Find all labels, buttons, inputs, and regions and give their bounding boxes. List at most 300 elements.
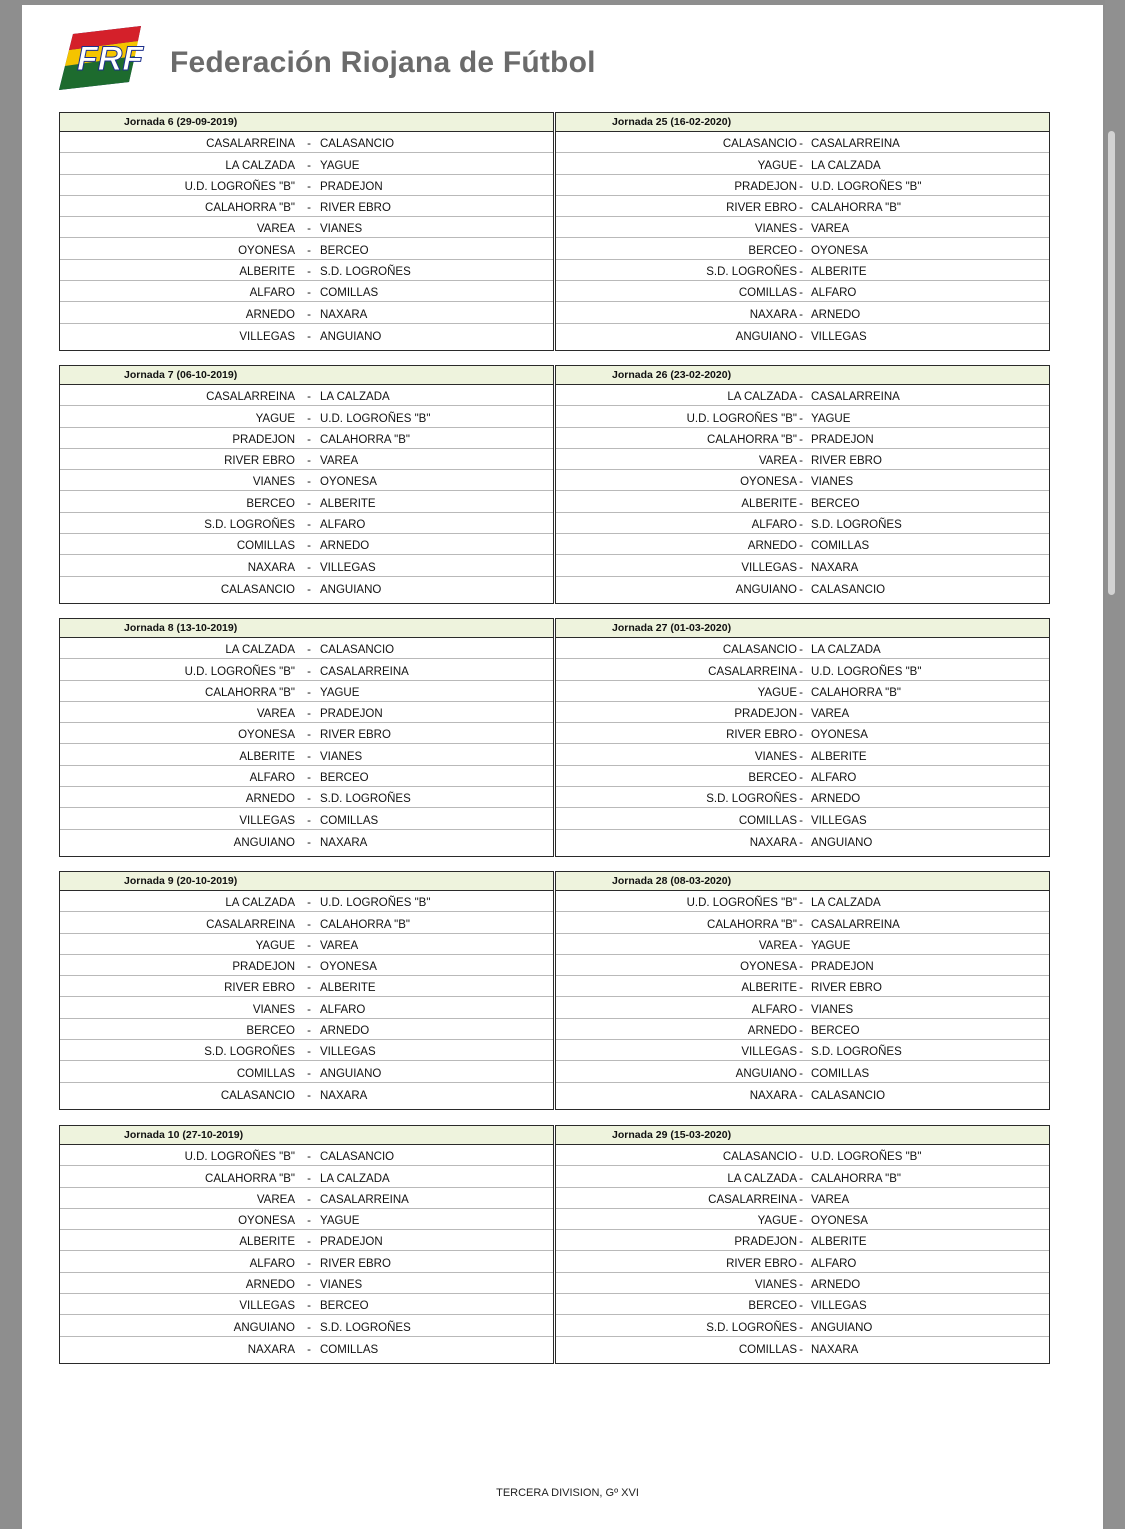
home-team: VAREA bbox=[758, 455, 797, 468]
match-separator: - bbox=[307, 223, 311, 236]
match-row bbox=[60, 302, 553, 323]
home-team: VILLEGAS bbox=[741, 561, 797, 574]
match-row bbox=[556, 555, 1049, 576]
home-team: CALAHORRA "B" bbox=[205, 202, 295, 215]
match-row bbox=[60, 428, 553, 449]
match-row bbox=[60, 702, 553, 723]
match-row bbox=[556, 281, 1049, 302]
away-team: VIANES bbox=[811, 476, 854, 489]
match-separator: - bbox=[307, 308, 311, 321]
away-team: VAREA bbox=[811, 1193, 850, 1206]
match-row bbox=[60, 324, 553, 345]
away-team: OYONESA bbox=[811, 729, 868, 742]
home-team: ARNEDO bbox=[747, 1025, 797, 1038]
home-team: S.D. LOGROÑES bbox=[204, 519, 295, 532]
match-separator: - bbox=[307, 939, 311, 952]
away-team: LA CALZADA bbox=[320, 1172, 390, 1185]
match-separator: - bbox=[799, 793, 803, 806]
match-row bbox=[60, 513, 553, 534]
home-team: S.D. LOGROÑES bbox=[706, 266, 797, 279]
match-separator: - bbox=[307, 793, 311, 806]
home-team: VAREA bbox=[256, 1193, 295, 1206]
home-team: OYONESA bbox=[238, 244, 295, 257]
match-separator: - bbox=[307, 497, 311, 510]
match-separator: - bbox=[799, 750, 803, 763]
match-separator: - bbox=[307, 540, 311, 553]
match-separator: - bbox=[307, 455, 311, 468]
home-team: VIANES bbox=[754, 750, 797, 763]
match-separator: - bbox=[799, 1321, 803, 1334]
match-row bbox=[60, 891, 553, 912]
match-separator: - bbox=[307, 433, 311, 446]
away-team: ARNEDO bbox=[811, 1279, 861, 1292]
match-separator: - bbox=[307, 583, 311, 596]
away-team: ALFARO bbox=[320, 519, 366, 532]
away-team: BERCEO bbox=[320, 772, 369, 785]
home-team: CALASANCIO bbox=[722, 644, 797, 657]
away-team: VILLEGAS bbox=[811, 1300, 867, 1313]
away-team: ALFARO bbox=[320, 1003, 366, 1016]
home-team: S.D. LOGROÑES bbox=[204, 1046, 295, 1059]
away-team: U.D. LOGROÑES "B" bbox=[320, 412, 431, 425]
match-row bbox=[556, 891, 1049, 912]
match-row bbox=[556, 324, 1049, 345]
home-team: CALAHORRA "B" bbox=[205, 1172, 295, 1185]
round-header bbox=[556, 872, 1049, 891]
match-row bbox=[556, 681, 1049, 702]
match-separator: - bbox=[799, 1257, 803, 1270]
home-team: PRADEJON bbox=[232, 961, 295, 974]
away-team: CASALARREINA bbox=[811, 918, 900, 931]
match-separator: - bbox=[799, 1236, 803, 1249]
home-team: NAXARA bbox=[749, 836, 797, 849]
match-separator: - bbox=[799, 540, 803, 553]
away-team: ANGUIANO bbox=[320, 583, 382, 596]
match-row bbox=[60, 1294, 553, 1315]
away-team: OYONESA bbox=[811, 244, 868, 257]
round-block bbox=[555, 871, 1050, 1110]
match-separator: - bbox=[799, 330, 803, 343]
away-team: CALAHORRA "B" bbox=[811, 1172, 901, 1185]
away-team: U.D. LOGROÑES "B" bbox=[320, 897, 431, 910]
away-team: VAREA bbox=[320, 455, 359, 468]
match-separator: - bbox=[307, 1003, 311, 1016]
match-row bbox=[556, 428, 1049, 449]
match-row bbox=[60, 976, 553, 997]
home-team: CASALARREINA bbox=[206, 918, 295, 931]
match-separator: - bbox=[307, 138, 311, 151]
match-row bbox=[556, 1166, 1049, 1187]
home-team: ARNEDO bbox=[245, 793, 295, 806]
away-team: S.D. LOGROÑES bbox=[811, 519, 902, 532]
round-header bbox=[556, 366, 1049, 385]
away-team: LA CALZADA bbox=[811, 897, 881, 910]
match-row bbox=[60, 934, 553, 955]
away-team: VIANES bbox=[320, 223, 363, 236]
round-header bbox=[556, 1126, 1049, 1145]
match-separator: - bbox=[799, 497, 803, 510]
match-separator: - bbox=[307, 1172, 311, 1185]
match-separator: - bbox=[799, 1172, 803, 1185]
match-row bbox=[60, 534, 553, 555]
match-separator: - bbox=[799, 561, 803, 574]
match-row bbox=[60, 1083, 553, 1104]
away-team: CALASANCIO bbox=[320, 1151, 395, 1164]
home-team: ALBERITE bbox=[741, 497, 797, 510]
match-separator: - bbox=[307, 961, 311, 974]
match-separator: - bbox=[307, 729, 311, 742]
away-team: CALAHORRA "B" bbox=[811, 686, 901, 699]
home-team: ALBERITE bbox=[239, 1236, 295, 1249]
away-team: U.D. LOGROÑES "B" bbox=[811, 180, 922, 193]
home-team: YAGUE bbox=[255, 939, 295, 952]
match-row bbox=[556, 702, 1049, 723]
home-team: ANGUIANO bbox=[233, 1321, 295, 1334]
away-team: COMILLAS bbox=[320, 814, 379, 827]
match-separator: - bbox=[799, 138, 803, 151]
home-team: OYONESA bbox=[740, 476, 797, 489]
away-team: OYONESA bbox=[320, 476, 377, 489]
match-row bbox=[60, 808, 553, 829]
away-team: ANGUIANO bbox=[811, 1321, 873, 1334]
match-separator: - bbox=[799, 519, 803, 532]
away-team: VIANES bbox=[811, 1003, 854, 1016]
home-team: CASALARREINA bbox=[708, 1193, 797, 1206]
away-team: ARNEDO bbox=[811, 793, 861, 806]
home-team: LA CALZADA bbox=[225, 644, 295, 657]
away-team: LA CALZADA bbox=[320, 391, 390, 404]
match-separator: - bbox=[307, 561, 311, 574]
match-separator: - bbox=[799, 665, 803, 678]
home-team: CALAHORRA "B" bbox=[205, 686, 295, 699]
match-row bbox=[556, 1019, 1049, 1040]
match-row bbox=[60, 196, 553, 217]
round-block bbox=[59, 871, 554, 1110]
match-row bbox=[556, 766, 1049, 787]
match-separator: - bbox=[307, 159, 311, 172]
match-separator: - bbox=[307, 1089, 311, 1102]
round-title: Jornada 29 (15-03-2020) bbox=[612, 1129, 732, 1141]
round-title: Jornada 25 (16-02-2020) bbox=[612, 116, 732, 128]
round-block bbox=[59, 618, 554, 857]
page-footer: TERCERA DIVISION, Gº XVI bbox=[496, 1487, 639, 1499]
home-team: ALBERITE bbox=[239, 266, 295, 279]
match-separator: - bbox=[799, 1025, 803, 1038]
away-team: ANGUIANO bbox=[320, 330, 382, 343]
scrollbar-thumb[interactable] bbox=[1108, 131, 1115, 595]
away-team: S.D. LOGROÑES bbox=[320, 793, 411, 806]
away-team: CASALARREINA bbox=[320, 665, 409, 678]
away-team: RIVER EBRO bbox=[811, 982, 882, 995]
match-row bbox=[556, 406, 1049, 427]
match-separator: - bbox=[307, 1025, 311, 1038]
away-team: RIVER EBRO bbox=[811, 455, 882, 468]
match-row bbox=[60, 1315, 553, 1336]
match-row bbox=[60, 238, 553, 259]
match-row bbox=[60, 1145, 553, 1166]
federation-logo-icon bbox=[55, 24, 145, 94]
away-team: ALFARO bbox=[811, 287, 857, 300]
match-separator: - bbox=[799, 1067, 803, 1080]
match-row bbox=[556, 723, 1049, 744]
home-team: CALASANCIO bbox=[722, 1151, 797, 1164]
round-block bbox=[555, 112, 1050, 351]
match-row bbox=[556, 1294, 1049, 1315]
match-separator: - bbox=[799, 644, 803, 657]
match-separator: - bbox=[307, 1067, 311, 1080]
match-separator: - bbox=[307, 1343, 311, 1356]
match-separator: - bbox=[307, 836, 311, 849]
away-team: RIVER EBRO bbox=[320, 202, 391, 215]
away-team: PRADEJON bbox=[320, 708, 383, 721]
match-separator: - bbox=[799, 982, 803, 995]
home-team: ANGUIANO bbox=[735, 1067, 797, 1080]
match-row bbox=[556, 1040, 1049, 1061]
page-title: Federación Riojana de Fútbol bbox=[170, 46, 596, 79]
match-separator: - bbox=[799, 1279, 803, 1292]
match-separator: - bbox=[799, 1151, 803, 1164]
match-row bbox=[556, 449, 1049, 470]
away-team: CASALARREINA bbox=[811, 391, 900, 404]
home-team: VILLEGAS bbox=[239, 330, 295, 343]
match-separator: - bbox=[307, 244, 311, 257]
match-row bbox=[556, 808, 1049, 829]
round-title: Jornada 6 (29-09-2019) bbox=[124, 116, 238, 128]
match-row bbox=[556, 638, 1049, 659]
match-separator: - bbox=[799, 897, 803, 910]
match-row bbox=[556, 1251, 1049, 1272]
home-team: YAGUE bbox=[757, 686, 797, 699]
round-block bbox=[555, 1125, 1050, 1364]
match-separator: - bbox=[307, 1236, 311, 1249]
home-team: ARNEDO bbox=[747, 540, 797, 553]
home-team: LA CALZADA bbox=[727, 1172, 797, 1185]
match-separator: - bbox=[799, 961, 803, 974]
match-row bbox=[60, 830, 553, 851]
match-row bbox=[60, 1337, 553, 1358]
match-row bbox=[60, 1166, 553, 1187]
home-team: ALFARO bbox=[751, 1003, 797, 1016]
home-team: LA CALZADA bbox=[727, 391, 797, 404]
home-team: ALFARO bbox=[249, 287, 295, 300]
match-separator: - bbox=[799, 287, 803, 300]
match-separator: - bbox=[307, 391, 311, 404]
away-team: S.D. LOGROÑES bbox=[320, 1321, 411, 1334]
away-team: OYONESA bbox=[811, 1215, 868, 1228]
match-row bbox=[60, 385, 553, 406]
match-separator: - bbox=[799, 180, 803, 193]
match-separator: - bbox=[799, 202, 803, 215]
match-row bbox=[60, 1230, 553, 1251]
match-row bbox=[556, 1273, 1049, 1294]
home-team: NAXARA bbox=[749, 308, 797, 321]
away-team: RIVER EBRO bbox=[320, 1257, 391, 1270]
home-team: VIANES bbox=[754, 1279, 797, 1292]
match-separator: - bbox=[799, 455, 803, 468]
away-team: VILLEGAS bbox=[811, 330, 867, 343]
home-team: ALFARO bbox=[249, 772, 295, 785]
match-row bbox=[556, 534, 1049, 555]
home-team: ALBERITE bbox=[741, 982, 797, 995]
match-separator: - bbox=[307, 1046, 311, 1059]
match-row bbox=[60, 1040, 553, 1061]
away-team: NAXARA bbox=[811, 1343, 859, 1356]
round-title: Jornada 7 (06-10-2019) bbox=[124, 369, 238, 381]
away-team: CALASANCIO bbox=[811, 1089, 886, 1102]
match-separator: - bbox=[307, 266, 311, 279]
home-team: U.D. LOGROÑES "B" bbox=[184, 1151, 295, 1164]
home-team: S.D. LOGROÑES bbox=[706, 1321, 797, 1334]
home-team: PRADEJON bbox=[734, 1236, 797, 1249]
match-separator: - bbox=[799, 308, 803, 321]
home-team: CASALARREINA bbox=[206, 391, 295, 404]
match-row bbox=[556, 1315, 1049, 1336]
home-team: U.D. LOGROÑES "B" bbox=[686, 897, 797, 910]
match-row bbox=[60, 766, 553, 787]
away-team: ALFARO bbox=[811, 1257, 857, 1270]
home-team: RIVER EBRO bbox=[224, 455, 295, 468]
match-row bbox=[556, 385, 1049, 406]
match-row bbox=[60, 744, 553, 765]
home-team: VIANES bbox=[754, 223, 797, 236]
away-team: VILLEGAS bbox=[320, 561, 376, 574]
home-team: OYONESA bbox=[238, 1215, 295, 1228]
away-team: VILLEGAS bbox=[320, 1046, 376, 1059]
match-row bbox=[556, 153, 1049, 174]
svg-text:FRF: FRF bbox=[77, 40, 144, 78]
match-row bbox=[556, 196, 1049, 217]
away-team: ALBERITE bbox=[811, 1236, 867, 1249]
round-title: Jornada 9 (20-10-2019) bbox=[124, 875, 238, 887]
match-row bbox=[556, 787, 1049, 808]
match-separator: - bbox=[799, 266, 803, 279]
away-team: YAGUE bbox=[811, 939, 851, 952]
away-team: VIANES bbox=[320, 1279, 363, 1292]
away-team: BERCEO bbox=[320, 244, 369, 257]
match-separator: - bbox=[307, 686, 311, 699]
home-team: ALFARO bbox=[751, 519, 797, 532]
away-team: NAXARA bbox=[320, 836, 368, 849]
home-team: COMILLAS bbox=[738, 814, 797, 827]
away-team: ANGUIANO bbox=[320, 1067, 382, 1080]
home-team: LA CALZADA bbox=[225, 897, 295, 910]
match-separator: - bbox=[799, 391, 803, 404]
away-team: LA CALZADA bbox=[811, 159, 881, 172]
home-team: ANGUIANO bbox=[735, 583, 797, 596]
home-team: RIVER EBRO bbox=[726, 202, 797, 215]
match-row bbox=[60, 1273, 553, 1294]
home-team: BERCEO bbox=[748, 1300, 797, 1313]
round-title: Jornada 8 (13-10-2019) bbox=[124, 622, 238, 634]
round-block bbox=[59, 1125, 554, 1364]
match-row bbox=[60, 153, 553, 174]
away-team: VAREA bbox=[811, 708, 850, 721]
match-row bbox=[556, 217, 1049, 238]
away-team: S.D. LOGROÑES bbox=[320, 266, 411, 279]
away-team: ARNEDO bbox=[320, 540, 370, 553]
match-separator: - bbox=[799, 433, 803, 446]
match-separator: - bbox=[799, 918, 803, 931]
home-team: S.D. LOGROÑES bbox=[706, 793, 797, 806]
round-title: Jornada 28 (08-03-2020) bbox=[612, 875, 732, 887]
match-separator: - bbox=[799, 1089, 803, 1102]
away-team: PRADEJON bbox=[811, 433, 874, 446]
round-header bbox=[60, 1126, 553, 1145]
away-team: YAGUE bbox=[811, 412, 851, 425]
away-team: VIANES bbox=[320, 750, 363, 763]
away-team: BERCEO bbox=[320, 1300, 369, 1313]
home-team: ANGUIANO bbox=[233, 836, 295, 849]
match-row bbox=[60, 1251, 553, 1272]
away-team: COMILLAS bbox=[320, 1343, 379, 1356]
away-team: CALASANCIO bbox=[320, 644, 395, 657]
away-team: ALBERITE bbox=[320, 497, 376, 510]
match-row bbox=[60, 470, 553, 491]
away-team: U.D. LOGROÑES "B" bbox=[811, 665, 922, 678]
match-row bbox=[556, 1145, 1049, 1166]
home-team: COMILLAS bbox=[738, 287, 797, 300]
away-team: U.D. LOGROÑES "B" bbox=[811, 1151, 922, 1164]
match-row bbox=[60, 1061, 553, 1082]
match-separator: - bbox=[307, 897, 311, 910]
round-header bbox=[60, 113, 553, 132]
match-separator: - bbox=[307, 644, 311, 657]
match-row bbox=[556, 1188, 1049, 1209]
match-row bbox=[60, 577, 553, 598]
home-team: COMILLAS bbox=[236, 540, 295, 553]
match-separator: - bbox=[307, 412, 311, 425]
away-team: ALBERITE bbox=[811, 750, 867, 763]
match-separator: - bbox=[307, 476, 311, 489]
match-row bbox=[60, 787, 553, 808]
away-team: CALAHORRA "B" bbox=[320, 918, 410, 931]
away-team: OYONESA bbox=[320, 961, 377, 974]
match-row bbox=[60, 681, 553, 702]
home-team: ALBERITE bbox=[239, 750, 295, 763]
round-title: Jornada 10 (27-10-2019) bbox=[124, 1129, 244, 1141]
away-team: YAGUE bbox=[320, 1215, 360, 1228]
match-separator: - bbox=[307, 519, 311, 532]
match-row bbox=[556, 302, 1049, 323]
home-team: RIVER EBRO bbox=[224, 982, 295, 995]
match-separator: - bbox=[307, 814, 311, 827]
home-team: VAREA bbox=[758, 939, 797, 952]
home-team: U.D. LOGROÑES "B" bbox=[686, 412, 797, 425]
match-row bbox=[60, 260, 553, 281]
away-team: CALASANCIO bbox=[811, 583, 886, 596]
home-team: BERCEO bbox=[748, 772, 797, 785]
match-separator: - bbox=[799, 159, 803, 172]
match-separator: - bbox=[799, 708, 803, 721]
away-team: NAXARA bbox=[320, 308, 368, 321]
match-row bbox=[556, 260, 1049, 281]
home-team: CALASANCIO bbox=[722, 138, 797, 151]
match-separator: - bbox=[307, 1321, 311, 1334]
away-team: CASALARREINA bbox=[811, 138, 900, 151]
home-team: YAGUE bbox=[757, 159, 797, 172]
match-separator: - bbox=[799, 223, 803, 236]
home-team: VIANES bbox=[252, 1003, 295, 1016]
away-team: RIVER EBRO bbox=[320, 729, 391, 742]
match-separator: - bbox=[307, 1193, 311, 1206]
match-separator: - bbox=[307, 1257, 311, 1270]
away-team: YAGUE bbox=[320, 686, 360, 699]
match-row bbox=[556, 659, 1049, 680]
match-separator: - bbox=[799, 476, 803, 489]
round-block bbox=[555, 365, 1050, 604]
home-team: RIVER EBRO bbox=[726, 1257, 797, 1270]
match-row bbox=[60, 1019, 553, 1040]
